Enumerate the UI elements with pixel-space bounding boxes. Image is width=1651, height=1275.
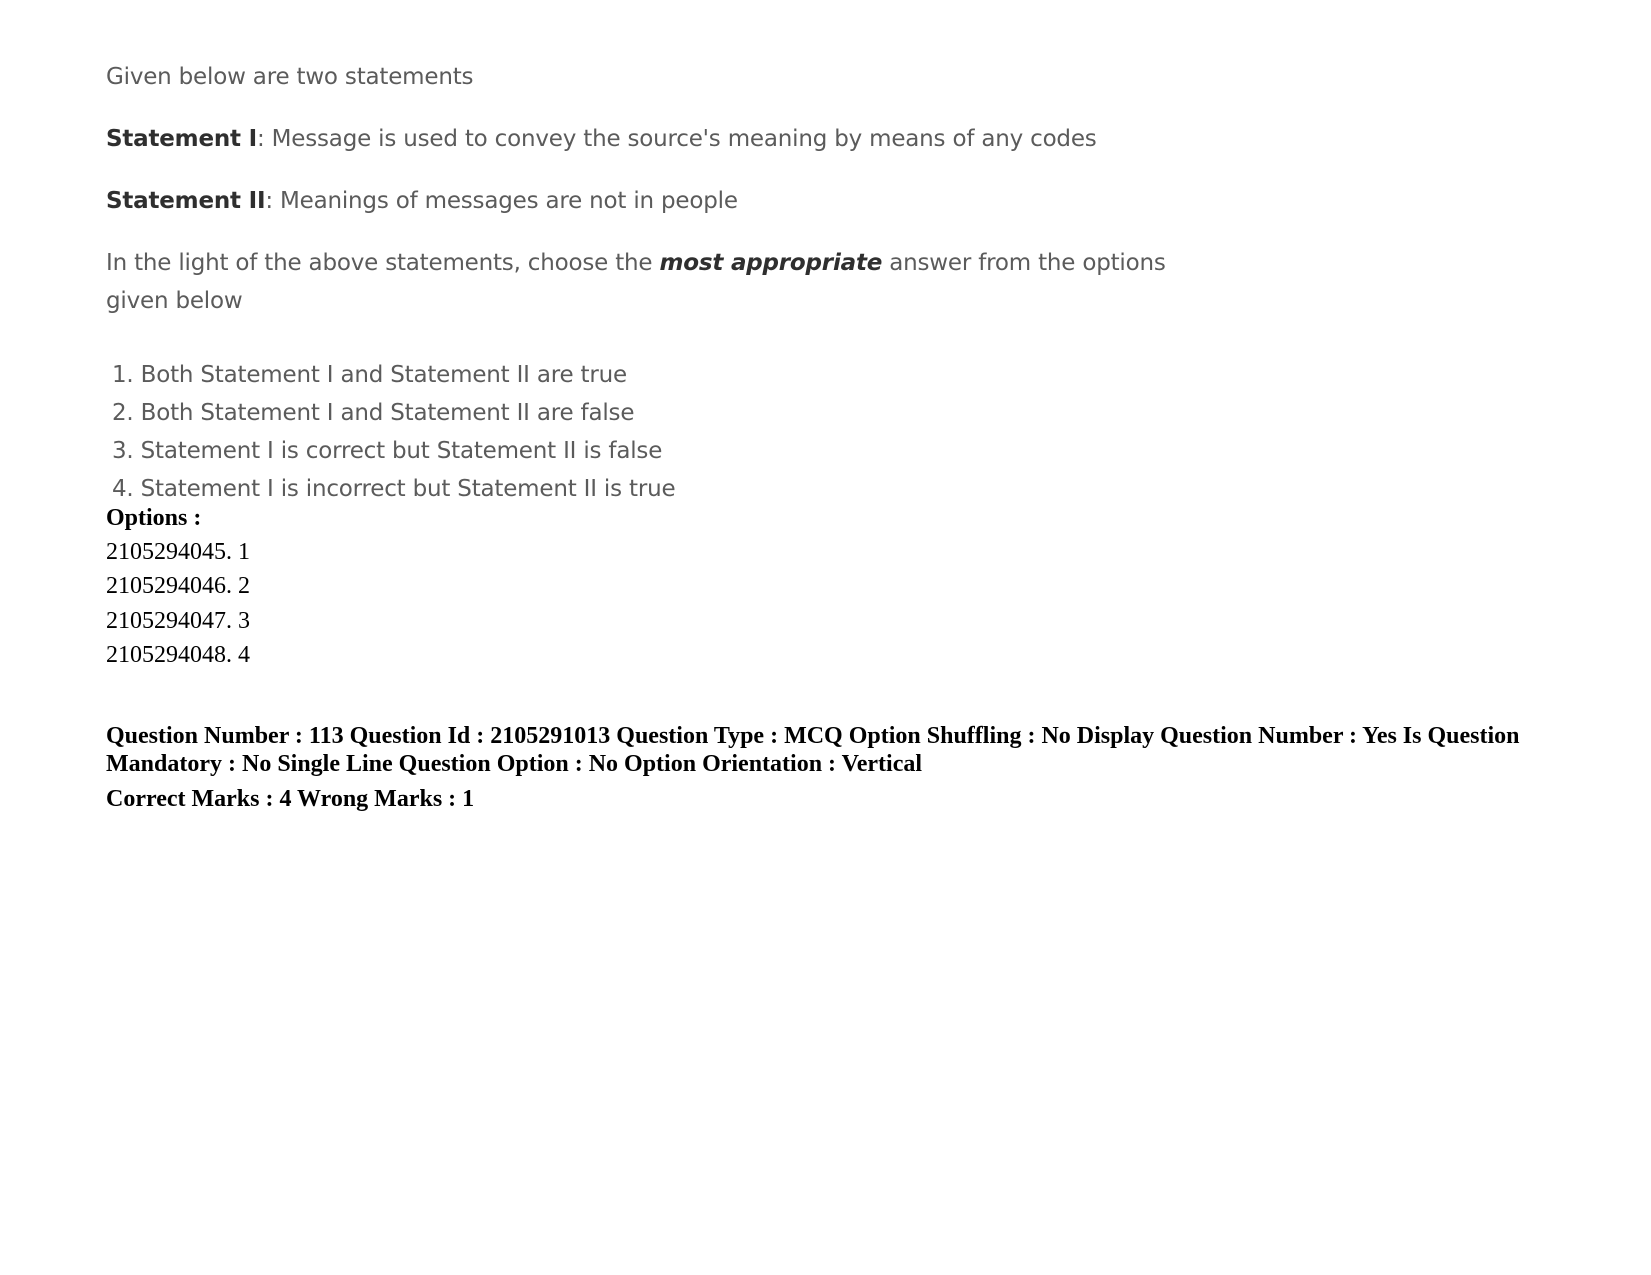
statement-2-text: : Meanings of messages are not in people [265, 188, 738, 214]
statement-2 [106, 188, 738, 214]
instruction-emphasis: most appropriate [659, 250, 883, 276]
options-heading: Options : [106, 505, 202, 531]
choice-item: 3. Statement I is correct but Statement II is false [112, 438, 663, 464]
instruction-line-2: given below [106, 288, 243, 314]
instruction-line-1 [106, 250, 1166, 276]
option-item: 2105294046. 2 [106, 573, 250, 599]
option-item: 2105294048. 4 [106, 642, 250, 668]
choice-item: 2. Both Statement I and Statement II are false [112, 400, 635, 426]
statement-1-text: : Message is used to convey the source's meaning by means of any codes [256, 126, 1097, 152]
question-marks: Correct Marks : 4 Wrong Marks : 1 [106, 786, 475, 812]
statement-2-label: Statement II [106, 188, 266, 214]
option-item: 2105294045. 1 [106, 539, 250, 565]
choice-list [112, 356, 675, 508]
statement-1 [106, 126, 1097, 152]
choice-item: 4. Statement I is incorrect but Statement II is true [112, 476, 676, 502]
question-meta: Question Number : 113 Question Id : 2105291013 Question Type : MCQ Option Shuffling : No Display Question Number : Yes Is Question Mandatory : No Single Line Question Option : No Option Orientation : Vertical [106, 723, 1520, 777]
choice-item: 1. Both Statement I and Statement II are true [112, 362, 627, 388]
statement-1-label: Statement I [106, 126, 257, 152]
option-item: 2105294047. 3 [106, 608, 250, 634]
instruction-part-2: answer from the options [882, 250, 1166, 276]
instruction-part-1: In the light of the above statements, choose the [106, 250, 660, 276]
question-intro: Given below are two statements [106, 64, 474, 90]
